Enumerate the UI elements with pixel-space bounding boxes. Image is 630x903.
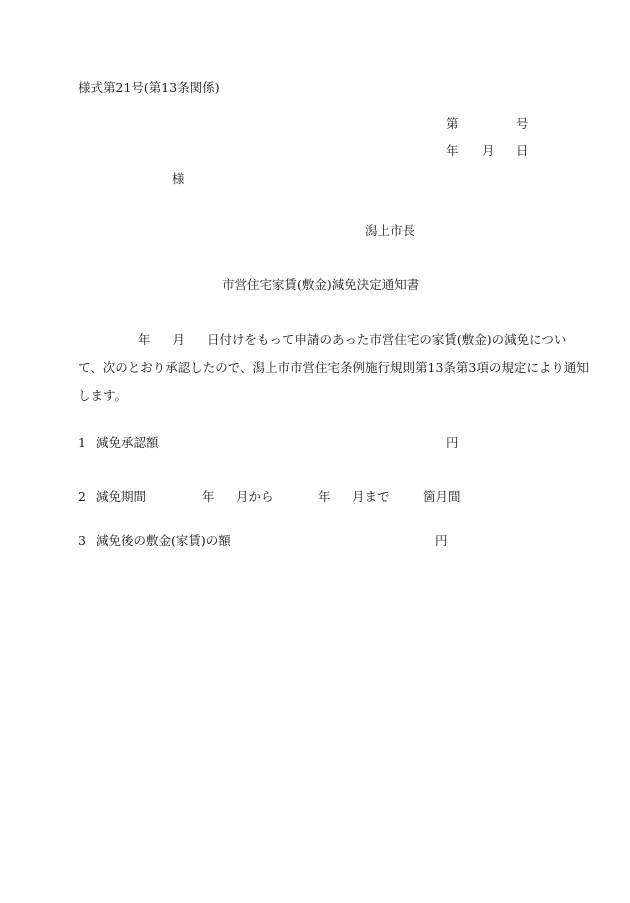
doc-number-dai: 第 — [446, 116, 459, 131]
item-2-to-year: 年 — [318, 489, 331, 504]
body-paragraph — [78, 326, 589, 410]
item-2-from-month: 月から — [236, 489, 274, 504]
doc-date-year: 年 — [446, 143, 459, 158]
body-line-3: します。 — [78, 388, 128, 403]
body-month: 月 — [172, 332, 186, 347]
addressee-suffix: 様 — [172, 171, 185, 186]
item-2-months: 箇月間 — [423, 489, 461, 504]
item-3-label: 減免後の敷金(家賃)の額 — [96, 533, 231, 548]
sender-name: 潟上市長 — [365, 223, 416, 238]
item-2-number: 2 — [78, 489, 86, 504]
doc-number-go: 号 — [516, 116, 529, 131]
body-line1-rest: 日付けをもって申請のあった市営住宅の家賃(敷金)の減免につい — [207, 332, 567, 347]
item-3-number: 3 — [78, 533, 86, 548]
item-1-label: 減免承認額 — [96, 435, 159, 450]
item-2-from-year: 年 — [202, 489, 215, 504]
form-number: 様式第21号(第13条関係) — [78, 80, 220, 95]
body-year: 年 — [138, 332, 151, 347]
body-line-1 — [78, 326, 567, 354]
body-line-2: て、次のとおり承認したので、潟上市市営住宅条例施行規則第13条第3項の規定により通知 — [78, 360, 589, 375]
item-3-unit: 円 — [435, 533, 448, 548]
item-1-unit: 円 — [446, 435, 459, 450]
document-title: 市営住宅家賃(敷金)減免決定通知書 — [222, 277, 420, 292]
item-2-to-month: 月まで — [352, 489, 390, 504]
doc-date-day: 日 — [516, 143, 529, 158]
doc-date-month: 月 — [482, 143, 495, 158]
item-1-number: 1 — [78, 435, 86, 450]
item-2-label: 減免期間 — [96, 489, 147, 504]
